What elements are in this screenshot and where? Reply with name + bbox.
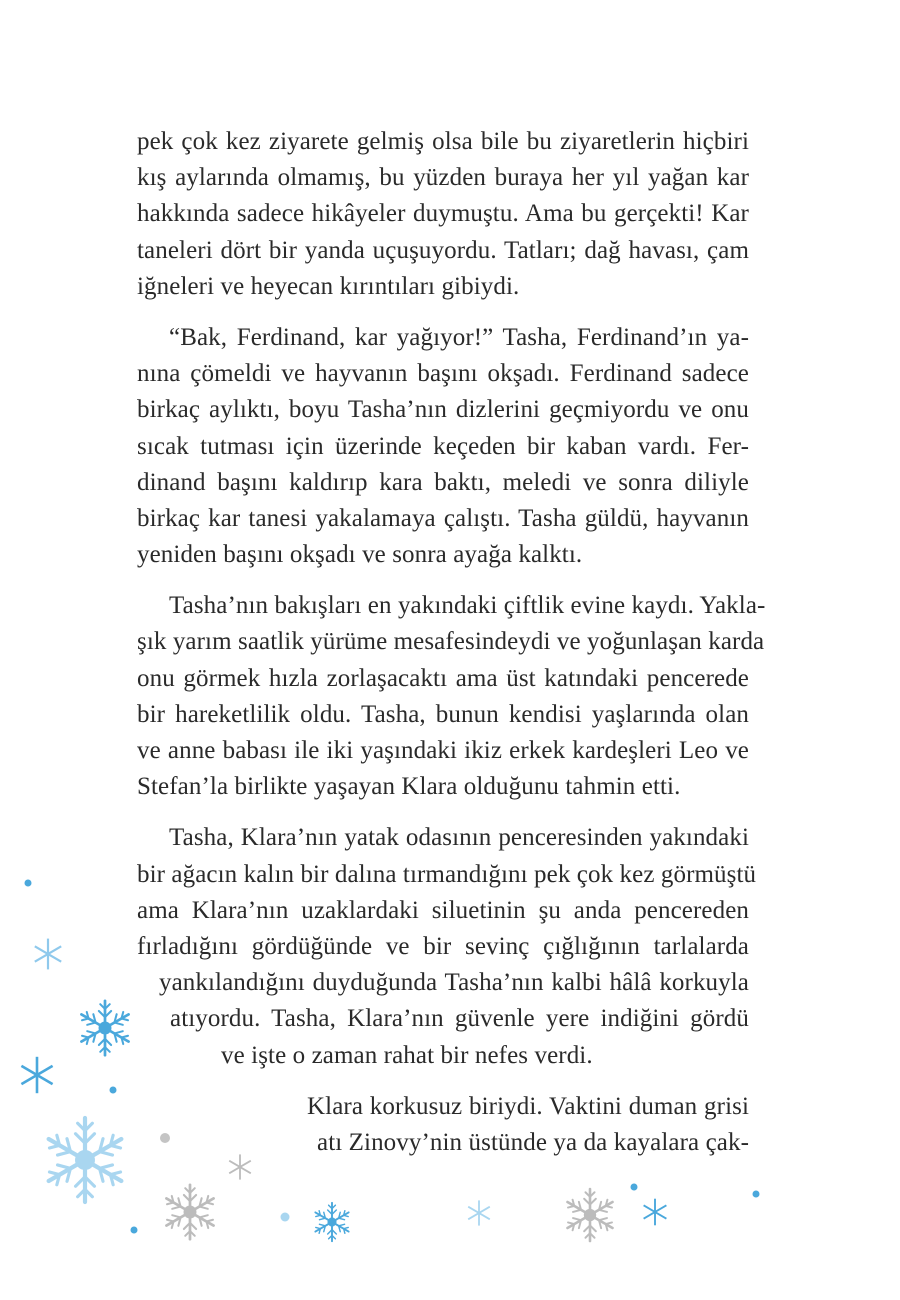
text-line: atıyordu. Tasha, Klara’nın güvenle yere indiğini gördü xyxy=(170,1005,749,1033)
text-line: fırladığını gördüğünde ve bir sevinç çığlığının tarlalarda xyxy=(137,932,749,960)
text-line: nına çömeldi ve hayvanın başını okşadı. Ferdinand sadece xyxy=(137,360,749,388)
text-line: Tasha, Klara’nın yatak odasının penceresinden yakındaki xyxy=(169,824,749,852)
snowflake-icon xyxy=(21,1057,52,1093)
text-line: şık yarım saatlik yürüme mesafesindeydi ve yoğunlaşan karda xyxy=(137,628,765,656)
text-line: yankılandığını duyduğunda Tasha’nın kalbi hâlâ korkuyla xyxy=(159,969,749,997)
text-line: Tasha’nın bakışları en yakındaki çiftlik evine kaydı. Yakla- xyxy=(169,592,766,620)
snowflake-icon xyxy=(468,1200,490,1225)
body-text xyxy=(137,124,766,1161)
text-line: ama Klara’nın uzaklardaki siluetinin şu anda pencereden xyxy=(137,896,749,924)
snowflake-icon xyxy=(78,1001,131,1055)
snow-dot xyxy=(131,1227,138,1234)
snow-dot xyxy=(753,1191,760,1198)
snowflake-icon xyxy=(565,1189,616,1241)
snowflake-icon xyxy=(35,939,61,970)
text-line: bir hareketlilik oldu. Tasha, bunun kendisi yaşlarında olan xyxy=(137,700,749,728)
snowflake-icon xyxy=(644,1199,667,1226)
text-line: taneleri dört bir yanda uçuşuyordu. Tatları; dağ havası, çam xyxy=(137,236,749,264)
text-line: ve işte o zaman rahat bir nefes verdi. xyxy=(221,1041,593,1069)
text-line: birkaç kar tanesi yakalamaya çalıştı. Tasha güldü, hayvanın xyxy=(137,504,749,532)
text-line: onu görmek hızla zorlaşacaktı ama üst katındaki pencerede xyxy=(137,664,749,692)
snowflake-icon xyxy=(163,1185,216,1239)
text-line: ve anne babası ile iki yaşındaki ikiz erkek kardeşleri Leo ve xyxy=(137,737,749,764)
text-line: iğneleri ve heyecan kırıntıları gibiydi. xyxy=(137,272,520,300)
text-line: birkaç aylıktı, boyu Tasha’nın dizlerini geçmiyordu ve onu xyxy=(137,396,749,424)
snow-dot xyxy=(25,880,32,887)
text-line: Stefan’la birlikte yaşayan Klara olduğunu tahmin etti. xyxy=(137,773,681,801)
snow-dot xyxy=(281,1213,290,1222)
text-line: yeniden başını okşadı ve sonra ayağa kalktı. xyxy=(137,541,583,569)
text-line: hakkında sadece hikâyeler duymuştu. Ama bu gerçekti! Kar xyxy=(137,200,749,228)
snowflake-icon xyxy=(44,1118,126,1202)
text-line: pek çok kez ziyarete gelmiş olsa bile bu ziyaretlerin hiçbiri xyxy=(137,128,749,155)
snowflake-icon xyxy=(313,1203,351,1241)
text-line: sıcak tutması için üzerinde keçeden bir kaban vardı. Fer- xyxy=(137,432,749,460)
text-line: bir ağacın kalın bir dalına tırmandığını pek çok kez görmüştü xyxy=(137,860,757,888)
text-line: “Bak, Ferdinand, kar yağıyor!” Tasha, Ferdinand’ın ya- xyxy=(169,323,749,351)
text-line: Klara korkusuz biriydi. Vaktini duman grisi xyxy=(307,1092,749,1120)
snow-dot xyxy=(110,1087,117,1094)
text-line: atı Zinovy’nin üstünde ya da kayalara çak- xyxy=(317,1128,749,1156)
text-line: kış aylarında olmamış, bu yüzden buraya her yıl yağan kar xyxy=(137,164,749,192)
snow-dot xyxy=(631,1184,638,1191)
text-line: dinand başını kaldırıp kara baktı, meledi ve sonra diliyle xyxy=(137,468,749,496)
